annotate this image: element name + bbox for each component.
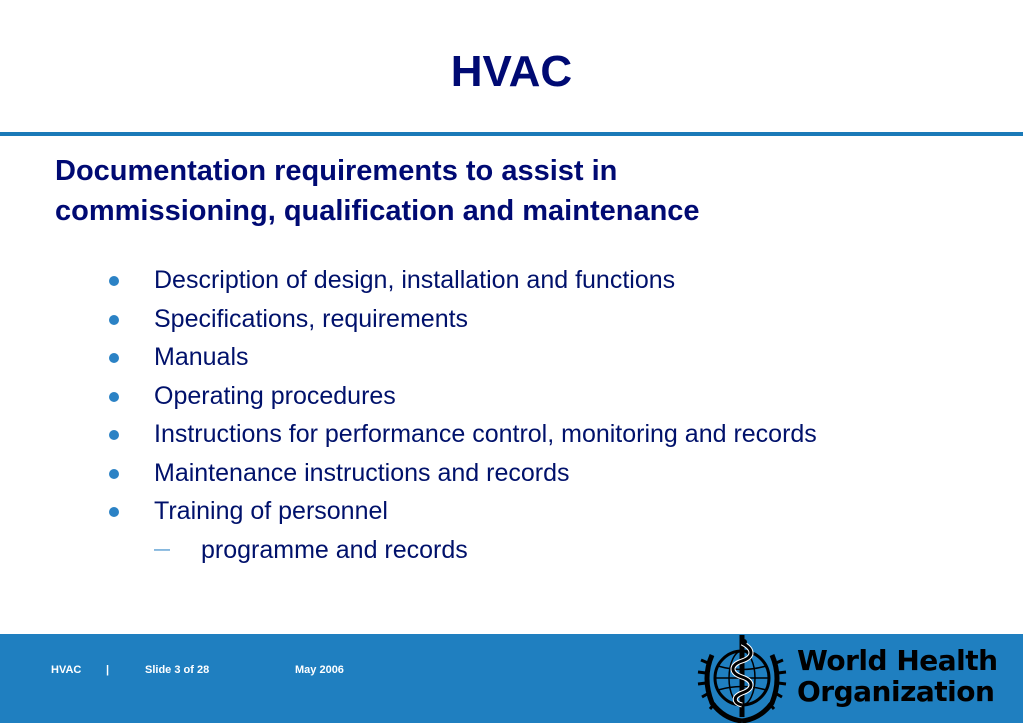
bullet-dot-icon [109,469,119,479]
bullet-text: Description of design, installation and functions [154,266,676,294]
bullet-item [0,378,1023,417]
sub-bullet-text: programme and records [201,535,468,564]
bullet-item [0,301,1023,340]
bullet-item [0,262,1023,301]
footer-course: HVAC [51,664,82,676]
who-wordmark [797,645,998,707]
bullet-text: Maintenance instructions and records [154,458,570,487]
bullet-item [0,339,1023,378]
bullet-item [0,493,1023,532]
who-emblem-icon [694,633,791,723]
title-divider [0,132,1023,136]
bullet-dot-icon [109,276,119,286]
subtitle-line-2: commissioning, qualification and maintenance [55,195,700,227]
bullet-dot-icon [109,507,119,517]
sub-bullet-dash: — [154,540,170,558]
footer-date: May 2006 [295,664,344,676]
who-name-line-2: Organization [797,675,995,708]
bullet-dot-icon [109,353,119,363]
slide-title: HVAC [450,47,573,96]
bullet-text: Operating procedures [154,381,396,410]
slide-subtitle [55,151,955,231]
bullet-item [0,455,1023,494]
bullet-text: Training of personnel [154,497,388,525]
subtitle-line-1: Documentation requirements to assist in [55,155,618,187]
footer-slide-number: Slide 3 of 28 [145,664,210,676]
bullet-list [0,262,1023,570]
sub-bullet-item [0,532,1023,571]
who-name-line-1: World Health [797,644,998,677]
bullet-text: Manuals [154,343,249,371]
bullet-dot-icon [109,392,119,402]
bullet-dot-icon [109,430,119,440]
bullet-dot-icon [109,315,119,325]
bullet-text: Instructions for performance control, monitoring and records [154,420,817,448]
footer-separator: | [106,664,110,676]
bullet-text: Specifications, requirements [154,304,469,333]
bullet-item [0,416,1023,455]
